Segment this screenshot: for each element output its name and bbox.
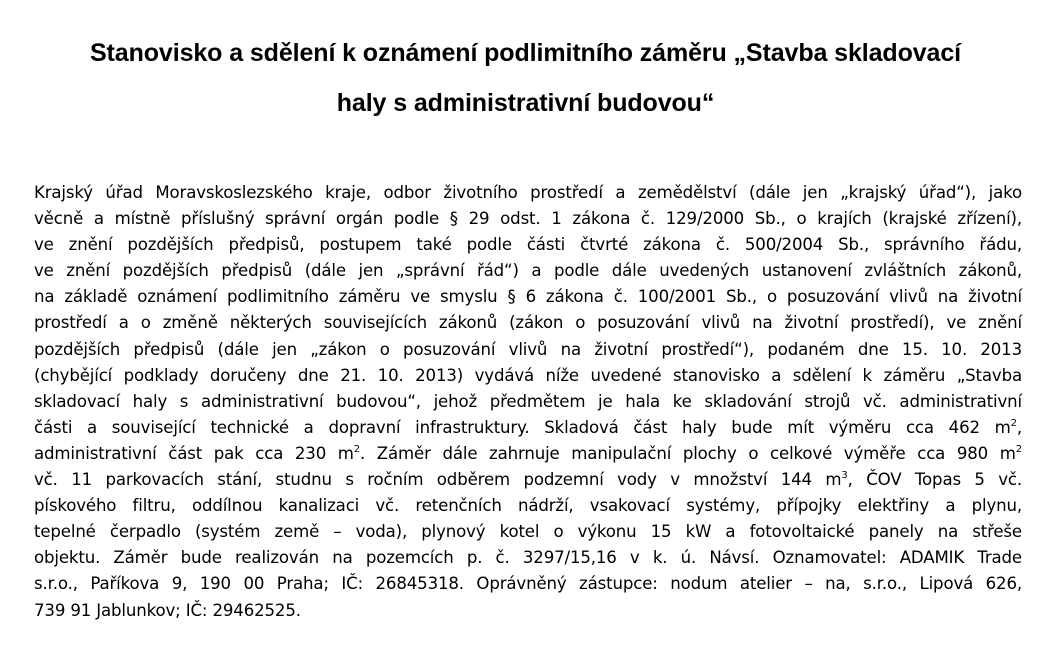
superscript-2-b: 2 [353,443,361,455]
paragraph-line-12 [34,467,1022,493]
paragraph-line-4: ve znění pozdějších předpisů (dále jen „správní řád“) a podle dále uvedených ustanovení zvláštních zákonů, [34,261,1022,281]
document-title-line-1: Stanovisko a sdělení k oznámení podlimitního záměru „Stavba skladovací [89,39,962,67]
paragraph-line-17: 739 91 Jablunkov; IČ: 29462525. [34,600,301,620]
comma: , [1016,417,1022,437]
paragraph-line-15: objektu. Záměr bude realizován na pozemcích p. č. 3297/15,16 v k. ú. Návsí. Oznamovatel: ADAMIK Trade [34,548,1022,568]
paragraph-line-8: (chybějící podklady doručeny dne 21. 10. 2013) vydává níže uvedené stanovisko a sdělení k záměru „Stavba [34,365,1022,385]
paragraph-line-7: pozdějších předpisů (dále jen „zákon o posuzování vlivů na životní prostředí“), podaném dne 15. 10. 2013 [34,339,1022,359]
paragraph-line-3: ve znění pozdějších předpisů, postupem také podle části čtvrté zákona č. 500/2004 Sb., správního řádu, [34,235,1022,255]
superscript-2-a: 2 [1010,417,1017,429]
document-title-line-2: haly s administrativní budovou“ [336,89,715,117]
paragraph-line-10-text: části a související technické a dopravní infrastruktury. Skladová část haly bude mít výměru cca 462 m [34,417,1011,437]
document-body-paragraph [34,180,1022,624]
paragraph-line-16: s.r.o., Paříkova 9, 190 00 Praha; IČ: 26845318. Oprávněný zástupce: nodum atelier – na, s.r.o., Lipová 626, [34,574,1022,594]
paragraph-line-12-text-b: , ČOV Topas 5 vč. [847,470,1023,490]
paragraph-line-13: pískového filtru, oddílnou kanalizaci vč. retenčních nádrží, vsakovací systémy, přípojky elektřiny a plynu, [34,496,1022,516]
paragraph-line-1: Krajský úřad Moravskoslezského kraje, odbor životního prostředí a zemědělství (dále jen „krajský úřad“), jako [34,183,1022,202]
paragraph-line-5: na základě oznámení podlimitního záměru ve smyslu § 6 zákona č. 100/2001 Sb., o posuzování vlivů na životní [34,287,1022,307]
paragraph-line-12-text-a: vč. 11 parkovacích stání, studnu s ročním odběrem podzemní vody v množství 144 m [34,470,842,490]
paragraph-line-6: prostředí a o změně některých souvisejících zákonů (zákon o posuzování vlivů na životní prostředí), ve znění [34,313,1022,333]
paragraph-line-10 [34,415,1022,441]
paragraph-line-11 [34,441,1022,467]
paragraph-line-9: skladovací haly s administrativní budovou“, jehož předmětem je hala ke skladování strojů vč. administrativní [34,391,1022,411]
superscript-3: 3 [841,470,848,482]
paragraph-line-11-text-b: . Záměr dále zahrnuje manipulační plochy o celkové výměře cca 980 m [360,443,1016,463]
paragraph-line-11-text-a: administrativní část pak cca 230 m [34,443,354,463]
superscript-2-c: 2 [1015,443,1022,455]
paragraph-line-14: tepelné čerpadlo (systém země – voda), plynový kotel o výkonu 15 kW a fotovoltaické panely na střeše [34,522,1022,542]
paragraph-line-2: věcně a místně příslušný správní orgán podle § 29 odst. 1 zákona č. 129/2000 Sb., o krajích (krajské zřízení), [34,209,1022,229]
